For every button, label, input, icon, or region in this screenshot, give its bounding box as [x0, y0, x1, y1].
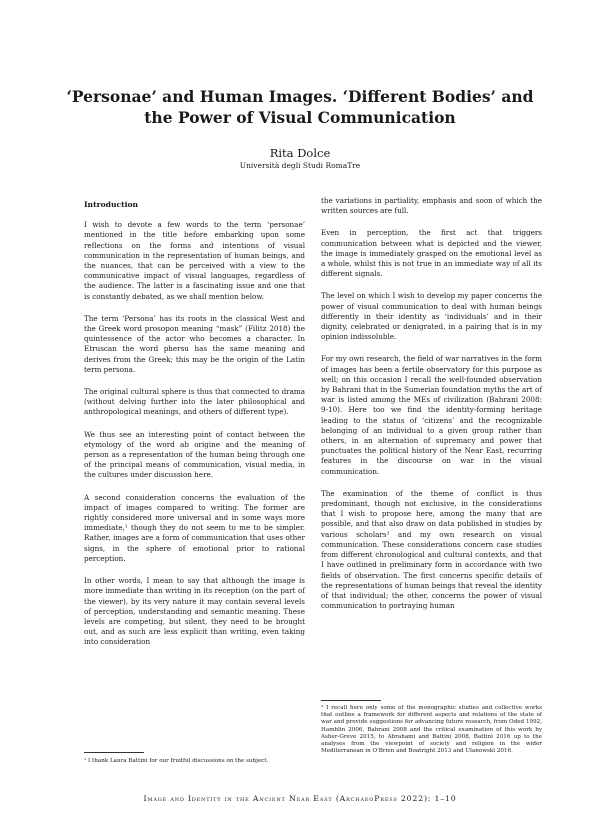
- footnote-divider: [321, 700, 381, 701]
- paragraph: The original cultural sphere is thus that connected to drama (without delving further into the later philosophical and anthropological meanings, and others of different type).: [84, 387, 305, 417]
- paragraph: The term ‘Persona’ has its roots in the classical West and the Greek word prosopon meaning “mask” (Filitz 2018) the quintessence of the actor who becomes a character. In Etruscan the word phersu has the same meaning and derives from the Greek; this may be the origin of the Latin term persona.: [84, 313, 305, 374]
- footnote-1: ¹ I thank Laura Battini for our fruitful discussions on the subject.: [84, 758, 269, 764]
- section-heading: Introduction: [84, 200, 139, 209]
- paragraph: We thus see an interesting point of contact between the etymology of the word ab origine and the meaning of person as a representation of the human being through one of the principal means of communication, visual media, in the cultures under discussion here.: [84, 429, 305, 480]
- right-column: [321, 196, 542, 623]
- paragraph: A second consideration concerns the evaluation of the impact of images compared to writing. The former are rightly considered more universal and in some ways more immediate,¹ though they do not seem to me to be simpler. Rather, images are a form of communication that uses other signs, in the sphere of emotional prior to rational perception.: [84, 492, 305, 563]
- paragraph: In other words, I mean to say that although the image is more immediate than writing in its reception (on the part of the viewer), by its very nature it may contain several levels of perception, understanding and semantic meaning. These levels are competing, but silent, they need to be brought out, and as such are less explicit than writing, even taking into consideration: [84, 576, 305, 647]
- left-column: [84, 200, 305, 660]
- footnote-2: ² I recall here only some of the monographic studies and collective works that outline a framework for different aspects and relations of the state of war and provide suggestions for advancing future research, from Oded 1992, Hamblin 2006, Bahrani 2008 and the critical examination of this work by Asher-Greve 2015, to Abrahami and Battini 2008, Battini 2016 up to the analyses from the viewpoint of society and religion in the wider Mediterranean in O’Brien and Boatright 2013 and Ulanowski 2016.: [321, 705, 542, 755]
- paragraph: the variations in partiality, emphasis and soon of which the written sources are full.: [321, 196, 542, 216]
- paragraph: The level on which I wish to develop my paper concerns the power of visual communication to deal with human beings differently in their identity as ‘individuals’ and in their dignity, celebrated or denigrated, in a pairing that is in my opinion indissoluble.: [321, 291, 542, 342]
- paragraph: Even in perception, the first act that triggers communication between what is depicted and the viewer, the image is immediately grasped on the emotional level as a whole, whilst this is not true in an immediate way of all its different signals.: [321, 228, 542, 279]
- paragraph: For my own research, the field of war narratives in the form of images has been a fertile observatory for this purpose as well; on this occasion I recall the well-founded observation by Bahrani that in the Sumerian foundation myths the art of war is listed among the MEs of civilization (Bahrani 2008: 9-10). Here too we find the identity-forming heritage leading to the status of ‘citizens’ and the recognizable belonging of an individual to a given group rather than others, in an alternation of supremacy and power that punctuates the political history of the Near East, recurring features in the discourse on war in the visual communication.: [321, 354, 542, 476]
- footnote-divider: [84, 752, 144, 753]
- page-footer: Image and Identity in the Ancient Near East (ArchaeoPress 2022): 1–10: [143, 794, 457, 803]
- author-affiliation: Università degli Studi RomaTre: [239, 161, 361, 170]
- author-name: Rita Dolce: [269, 146, 331, 160]
- paragraph: I wish to devote a few words to the term ‘personae’ mentioned in the title before embarking upon some reflections on the forms and intentions of visual communication in the representation of human beings, and the nuances, that can be perceived with a view to the communicative impact of visual languages, regardless of the audience. The latter is a fascinating issue and one that is constantly debated, as we shall mention below.: [84, 220, 305, 301]
- paragraph: The examination of the theme of conflict is thus predominant, though not exclusive, in the considerations that I wish to propose here, among the many that are possible, and that also draw on data published in studies by various scholars² and my own research on visual communication. These considerations concern case studies from different chronological and cultural contexts, and that I have outlined in preliminary form in accordance with two fields of observation. The first concerns specific details of the representations of human beings that reveal the identity of that individual; the other, concerns the power of visual communication to portraying human: [321, 488, 542, 611]
- paper-title: ‘Personae’ and Human Images. ‘Different Bodies’ and the Power of Visual Communication: [66, 87, 534, 127]
